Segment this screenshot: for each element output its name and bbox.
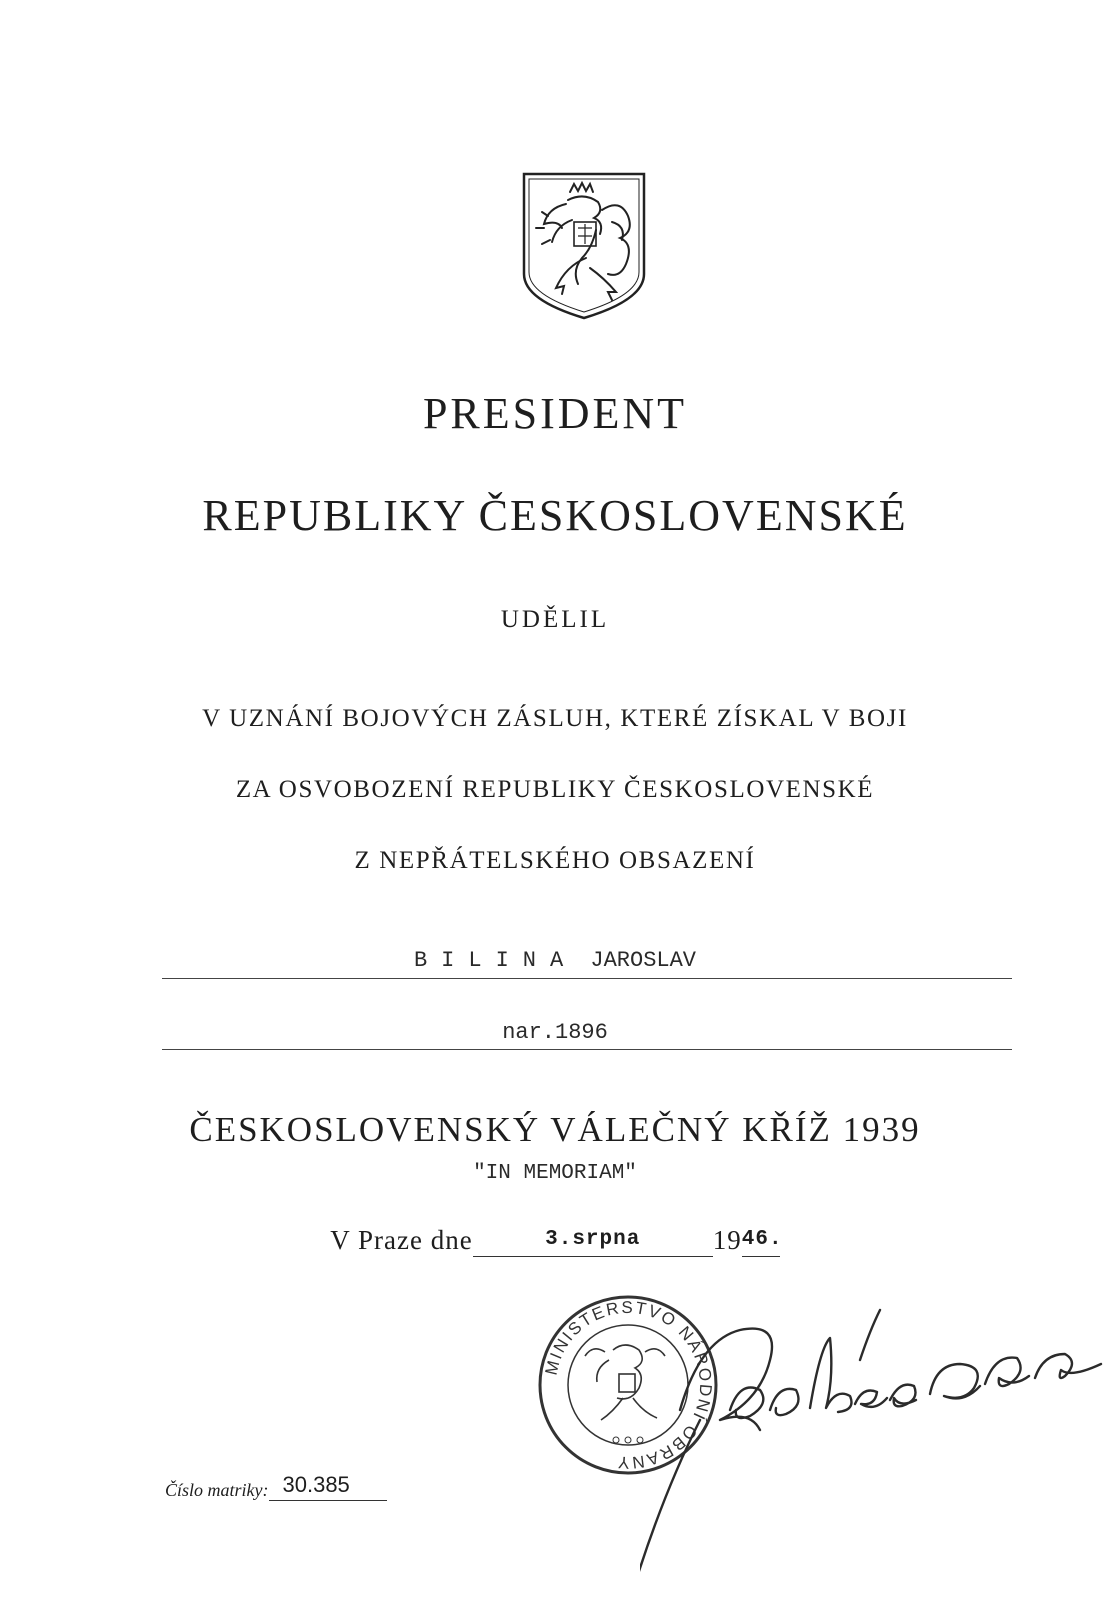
date-prefix: V Praze dne: [330, 1225, 473, 1255]
award-note: "IN MEMORIAM": [473, 1162, 637, 1185]
name-rule: [162, 978, 1012, 979]
citation-line-1: V UZNÁNÍ BOJOVÝCH ZÁSLUH, KTERÉ ZÍSKAL V BOJI: [202, 705, 908, 732]
date-year-field: [741, 1225, 783, 1257]
title-president: PRESIDENT: [422, 389, 688, 438]
birth-rule: [162, 1049, 1012, 1050]
signature: [640, 1300, 1110, 1600]
seal-text: MINISTERSTVO NÁRODNÍ OBRANY: [541, 1297, 716, 1473]
date-day-value: 3.srpna: [545, 1228, 641, 1251]
birth-year: nar.1896: [502, 1020, 608, 1045]
registry-number: [165, 1472, 387, 1501]
date-century: 19: [712, 1225, 742, 1255]
registry-field: [269, 1472, 387, 1501]
registry-label: Číslo matriky:: [165, 1480, 269, 1500]
date-day-field: [473, 1225, 713, 1257]
registry-value: 30.385: [282, 1472, 350, 1497]
title-republic: REPUBLIKY ČESKOSLOVENSKÉ: [202, 491, 908, 540]
recipient-name: [0, 948, 1110, 973]
awarded-verb: UDĚLIL: [500, 606, 610, 633]
place-date: [0, 1225, 1110, 1257]
citation-line-2: ZA OSVOBOZENÍ REPUBLIKY ČESKOSLOVENSKÉ: [235, 776, 875, 803]
citation-line-3: Z NEPŘÁTELSKÉHO OBSAZENÍ: [354, 847, 756, 874]
coat-of-arms-icon: [520, 170, 648, 322]
date-year-value: 46.: [741, 1228, 783, 1251]
recipient-given-name: JAROSLAV: [590, 948, 697, 973]
recipient-surname: BILINA: [413, 948, 578, 973]
award-name: ČESKOSLOVENSKÝ VÁLEČNÝ KŘÍŽ 1939: [189, 1110, 921, 1149]
